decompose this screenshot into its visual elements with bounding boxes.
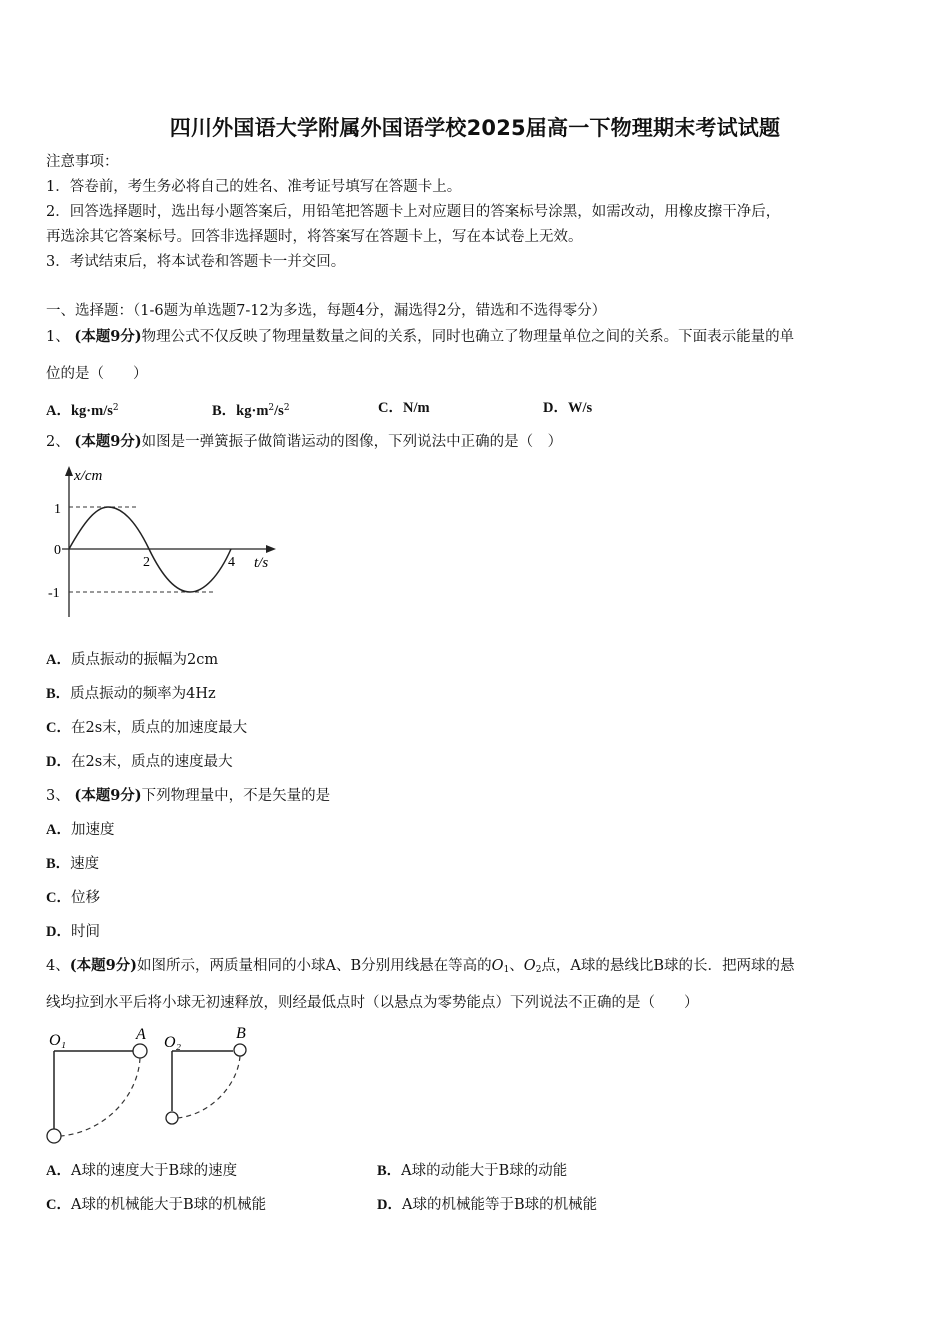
q1-option-a-sup: 2	[112, 403, 119, 413]
q3-stem	[46, 786, 330, 806]
q4-label-o1: O₁	[49, 1032, 67, 1049]
q4-ball-b-bottom	[166, 1112, 178, 1124]
q3-option-d-label: D．	[46, 924, 71, 940]
q1-stem-line1	[46, 327, 794, 347]
q3-score: (本题9分)	[74, 787, 142, 804]
q2-option-d[interactable]	[46, 752, 233, 772]
q1-option-d[interactable]	[543, 398, 592, 418]
q4-ball-a-bottom	[47, 1129, 61, 1143]
q4-option-a-label: A．	[46, 1163, 71, 1179]
q3-number: 3、	[46, 788, 70, 804]
q4-label-b: B	[236, 1025, 246, 1042]
q1-option-b-text: kg·m	[236, 403, 269, 419]
q2-option-d-text: 在2s末，质点的速度最大	[70, 754, 233, 770]
q2-x-tick-2: 2	[143, 555, 150, 570]
q2-x-axis-arrow	[266, 545, 276, 553]
page-title: 四川外国语大学附属外国语学校2025届高一下物理期末考试试题	[169, 116, 781, 140]
q2-stem	[46, 432, 562, 452]
q3-option-a[interactable]	[46, 820, 114, 840]
q3-option-c[interactable]	[46, 888, 100, 908]
q2-option-b-label: B．	[46, 686, 71, 702]
notice-item-1: 1．答卷前，考生务必将自己的姓名、准考证号填写在答题卡上。	[46, 179, 462, 195]
q2-option-d-label: D．	[46, 754, 71, 770]
q2-option-b[interactable]	[46, 684, 216, 704]
q1-option-c-label: C．	[378, 400, 403, 416]
q3-option-b[interactable]	[46, 854, 99, 874]
q4-option-d-label: D．	[377, 1197, 402, 1213]
q2-option-b-text: 质点振动的频率为4Hz	[70, 686, 216, 702]
q2-shm-graph	[44, 462, 284, 622]
notice-heading: 注意事项：	[46, 154, 119, 170]
q1-stem-line2: 位的是（ ）	[46, 366, 148, 382]
q1-option-b[interactable]	[212, 398, 290, 421]
section-heading: 一、选择题：（1-6题为单选题7-12为多选，每题4分，漏选得2分，错选和不选得零分）	[46, 303, 607, 319]
q4-option-b-text: A球的动能大于B球的动能	[401, 1163, 568, 1179]
q3-option-d-text: 时间	[70, 924, 100, 940]
notice-item-2-cont: 再选涂其它答案标号。回答非选择题时，将答案写在答题卡上，写在本试卷上无效。	[46, 229, 583, 245]
q2-option-a-text: 质点振动的振幅为2cm	[70, 652, 219, 668]
q3-option-b-label: B．	[46, 856, 71, 872]
q2-y-axis-arrow	[65, 466, 73, 476]
q1-option-a[interactable]	[46, 398, 119, 421]
q3-option-d[interactable]	[46, 922, 100, 942]
q4-option-c-text: A球的机械能大于B球的机械能	[70, 1197, 267, 1213]
q3-option-c-text: 位移	[70, 890, 100, 906]
q1-option-b-text2: /s	[274, 403, 284, 419]
q2-score: (本题9分)	[74, 433, 142, 450]
q2-y-tick-0: 0	[54, 543, 61, 558]
q2-option-a-label: A．	[46, 652, 71, 668]
q4-option-a-text: A球的速度大于B球的速度	[70, 1163, 238, 1179]
q1-option-c-text: N/m	[402, 400, 430, 416]
q2-option-c-text: 在2s末，质点的加速度最大	[70, 720, 248, 736]
q4-stem-part2: 点，A球的悬线比B球的长．把两球的悬	[541, 958, 795, 974]
q4-stem-line2: 线均拉到水平后将小球无初速释放，则经最低点时（以悬点为零势能点）下列说法不正确的是（ ）	[46, 995, 699, 1011]
notice-item-3: 3．考试结束后，将本试卷和答题卡一并交回。	[46, 254, 346, 270]
q1-score: (本题9分)	[74, 328, 142, 345]
q4-option-d[interactable]	[377, 1195, 597, 1215]
q1-option-c[interactable]	[378, 398, 430, 418]
q1-option-d-text: W/s	[567, 400, 593, 416]
q4-pendulum-figure	[44, 1022, 264, 1150]
q4-stem-part1: 如图所示，两质量相同的小球A、B分别用线悬在等高的	[137, 958, 492, 974]
q4-option-d-text: A球的机械能等于B球的机械能	[401, 1197, 598, 1213]
q3-option-a-text: 加速度	[70, 822, 115, 838]
q2-option-a[interactable]	[46, 650, 218, 670]
q4-label-o2: O₂	[164, 1034, 182, 1051]
q3-option-a-label: A．	[46, 822, 71, 838]
q1-option-a-text: kg·m/s	[70, 403, 113, 419]
q1-option-a-label: A．	[46, 403, 71, 419]
q4-o1: O	[491, 958, 504, 974]
q2-x-tick-4: 4	[228, 555, 235, 570]
notice-item-2: 2．回答选择题时，选出每小题答案后，用铅笔把答题卡上对应题目的答案标号涂黑，如需改动，用橡皮擦干净后，	[46, 204, 781, 220]
q1-option-b-sup: 2	[268, 403, 275, 413]
q4-ball-a-start	[133, 1044, 147, 1058]
q3-stem-text: 下列物理量中，不是矢量的是	[141, 788, 331, 804]
q1-stem: 物理公式不仅反映了物理量数量之间的关系，同时也确立了物理量单位之间的关系。下面表示能量的单	[141, 329, 795, 345]
q4-label-a: A	[136, 1026, 146, 1043]
q4-option-a[interactable]	[46, 1161, 237, 1181]
q4-o2-sub: 2	[535, 965, 542, 975]
q3-option-b-text: 速度	[70, 856, 100, 872]
q2-number: 2、	[46, 434, 70, 450]
q1-number: 1、	[46, 329, 70, 345]
q1-option-d-label: D．	[543, 400, 568, 416]
q2-y-axis-label: x/cm	[74, 468, 103, 484]
q1-option-b-sup2: 2	[283, 403, 290, 413]
q4-ball-b-start	[234, 1044, 246, 1056]
q4-stem-line1	[46, 956, 795, 980]
q4-score: (本题9分)	[69, 957, 138, 974]
q3-option-c-label: C．	[46, 890, 71, 906]
q4-b-arc-path	[178, 1056, 240, 1118]
q2-y-tick-neg1: -1	[48, 586, 60, 601]
q4-a-arc-path	[61, 1058, 140, 1136]
q2-y-tick-1: 1	[54, 502, 61, 517]
q4-option-b[interactable]	[377, 1161, 567, 1181]
q4-option-c-label: C．	[46, 1197, 71, 1213]
q4-option-b-label: B．	[377, 1163, 402, 1179]
q2-option-c-label: C．	[46, 720, 71, 736]
q4-option-c[interactable]	[46, 1195, 266, 1215]
q2-stem-text: 如图是一弹簧振子做简谐运动的图像，下列说法中正确的是（ ）	[141, 434, 563, 450]
q4-sep: 、	[509, 958, 524, 974]
q1-option-b-label: B．	[212, 403, 237, 419]
q2-option-c[interactable]	[46, 718, 247, 738]
q4-o2: O	[523, 958, 536, 974]
q2-x-axis-label: t/s	[254, 555, 269, 571]
q4-number: 4、	[46, 958, 70, 974]
q4-o1-sub: 1	[503, 965, 510, 975]
